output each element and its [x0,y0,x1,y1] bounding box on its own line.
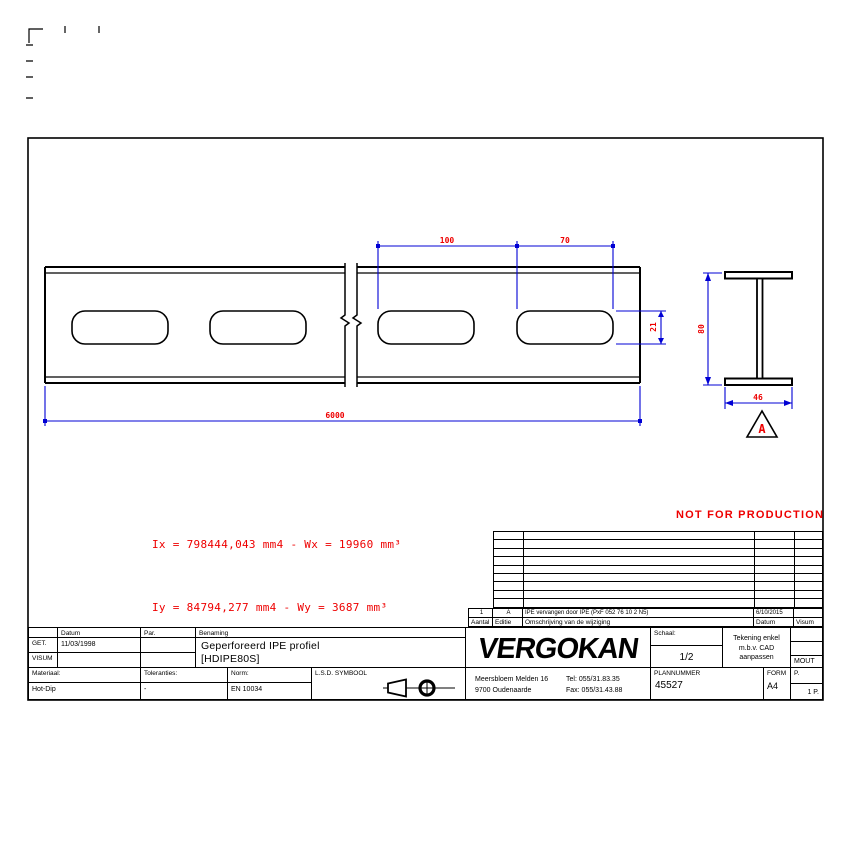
dim-value-slot-pitch: 100 [439,236,455,245]
label-norm: Norm: [227,667,312,683]
beam-side-view [45,263,640,387]
revision-empty-row [494,566,822,574]
revision-empty-row [494,549,822,557]
schaal-value: 1/2 [679,652,694,663]
label-p: P. [791,668,822,684]
label-benaming: Benaming [195,627,466,638]
visum-datum-cell [57,652,141,668]
section-bottom-flange [725,379,792,386]
break-line-left [341,263,349,387]
norm-value: EN 10034 [227,682,312,700]
revision-header-omschrijving: Omschrijving van de wijziging [522,617,754,627]
pages-value: 1 P. [807,689,819,696]
label-toleranties: Toleranties: [140,667,228,683]
plannummer-value: 45527 [655,680,683,691]
dim-value-profile-height: 80 [697,324,706,334]
beam-slot [517,311,613,344]
revision-empty-row [494,540,822,548]
revision-table-divider [794,532,795,607]
benaming-value [195,637,466,668]
revision-header-editie: Editie [492,617,523,627]
label-form: FORM [767,670,787,677]
inertia-notes [152,492,401,639]
revision-empty-row [494,591,822,599]
revision-row-datum: 6/10/2015 [753,608,794,618]
revision-header-aantal: Aantal [468,617,493,627]
revision-empty-row [494,574,822,582]
revision-row-aantal: 1 [468,608,493,618]
label-materiaal: Materiaal: [28,667,141,683]
company-address2: 9700 Oudenaarde [475,687,532,694]
break-line-right [353,263,361,387]
revision-header-visum: Visum [793,617,823,627]
sheet-corner-marks [26,26,99,98]
form-box [763,667,791,700]
plannummer-box [650,667,764,700]
label-get: GET. [28,637,58,653]
label-visum: VISUM [28,652,58,668]
cad-note-line3: aanpassen [739,654,774,661]
company-fax: Fax: 055/31.43.88 [566,687,623,694]
revision-row-editie: A [492,608,523,618]
company-logo-box [465,627,651,668]
cad-note-line2: m.b.v. CAD [738,644,775,652]
form-value: A4 [767,681,779,691]
section-web [757,279,763,379]
beam-slot [210,311,306,344]
dim-value-flange-width: 46 [753,393,763,402]
label-schaal: Schaal: [651,628,722,646]
revision-empty-row [494,582,822,590]
label-par: Par. [140,627,196,638]
inertia-note-y: Iy = 84794,277 mm4 - Wy = 3687 mm³ [152,601,388,614]
revision-empty-row [494,532,822,540]
label-datum: Datum [57,627,141,638]
cross-section [725,272,792,385]
not-for-production-stamp: NOT FOR PRODUCTION [676,509,825,521]
revision-empty-row [494,557,822,565]
dim-top [378,241,613,309]
dim-length [45,386,640,426]
dim-value-total-length: 6000 [325,411,345,420]
company-logo: VERGOKAN [476,633,641,665]
toleranties-value: - [140,682,228,700]
right-col-cell-2 [790,641,823,656]
pages-box [790,667,823,700]
revision-table-divider [523,532,524,607]
first-angle-projection-icon [380,677,458,699]
get-datum-value: 11/03/1998 [57,637,141,653]
company-address1: Meersbloem Melden 16 [475,676,549,683]
visum-par-cell [140,652,196,668]
inertia-note-x: Ix = 798444,043 mm4 - Wx = 19960 mm³ [152,538,402,551]
revision-table-divider [754,532,755,607]
get-par-cell [140,637,196,653]
benaming-line1: Geperforeerd IPE profiel [201,640,320,652]
revision-table [468,531,823,627]
dim-value-slot-length: 70 [560,236,570,245]
company-tel: Tel: 055/31.83.35 [566,676,620,683]
company-address-box [465,667,651,700]
lsd-symbol-box [311,667,466,700]
label-lsd-symbool: L.S.D. SYMBOOL [315,670,368,677]
beam-slot [72,311,168,344]
schaal-box [650,627,723,668]
right-col-cell-1 [790,627,823,642]
materiaal-value: Hot-Dip [28,682,141,700]
section-marker-label: A [758,422,766,436]
benaming-line2: [HDIPE80S] [201,653,260,665]
revision-row-omschrijving: IPE vervangen door IPE (PxF 052 76 10 2 N5) [522,608,754,618]
revision-empty-row [494,599,822,606]
dim-value-slot-height: 21 [649,322,658,332]
title-block [28,627,823,700]
cad-note-line1: Tekening enkel [733,635,780,642]
mout-cell: MOUT [790,655,823,668]
cad-note-box [722,627,791,668]
beam-slot [378,311,474,344]
revision-empty-rows [493,531,823,608]
label-plannummer: PLANNUMMER [654,670,701,677]
revision-header-datum: Datum [753,617,794,627]
section-top-flange [725,272,792,279]
